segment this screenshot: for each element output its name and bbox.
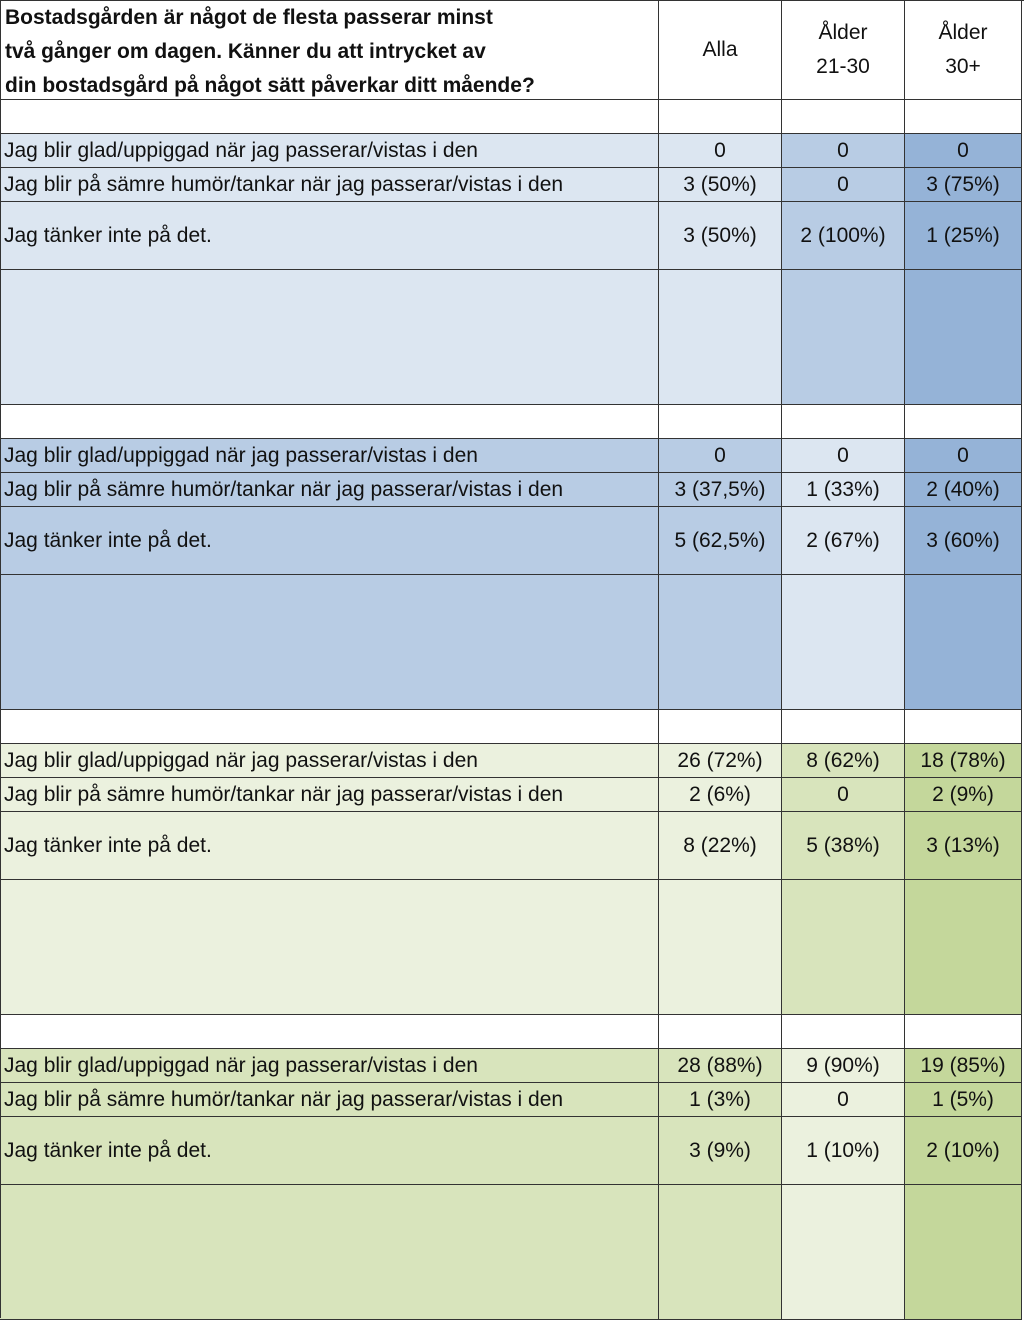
value-cell (905, 1049, 1022, 1083)
value-text: 2 (10%) (926, 1139, 1000, 1162)
row-label: Jag blir på sämre humör/tankar när jag passerar/vistas i den (4, 783, 564, 806)
value-text: 0 (837, 1088, 849, 1111)
value-cell (782, 202, 905, 270)
row-label-cell (0, 1117, 659, 1185)
value-cell (659, 778, 782, 812)
value-cell (905, 439, 1022, 473)
value-cell (905, 507, 1022, 575)
spacer-cell (0, 710, 659, 744)
value-text: 0 (837, 444, 849, 467)
value-text: 3 (60%) (926, 529, 1000, 552)
empty-cell (0, 575, 659, 710)
value-cell (659, 473, 782, 507)
column-header-line: Alla (702, 37, 738, 61)
value-text: 2 (67%) (806, 529, 880, 552)
empty-cell (0, 1185, 659, 1320)
value-text: 3 (9%) (689, 1139, 751, 1162)
row-label: Jag blir på sämre humör/tankar när jag passerar/vistas i den (4, 173, 564, 196)
spacer-cell (782, 1015, 905, 1049)
value-text: 1 (33%) (806, 478, 880, 501)
column-header-2 (782, 0, 905, 100)
value-cell (659, 1049, 782, 1083)
empty-cell (782, 575, 905, 710)
row-label: Jag blir glad/uppiggad när jag passerar/vistas i den (4, 1054, 478, 1077)
empty-cell (905, 880, 1022, 1015)
value-text: 0 (957, 139, 969, 162)
value-text: 2 (100%) (800, 224, 886, 247)
row-label-cell (0, 778, 659, 812)
row-label-cell (0, 744, 659, 778)
value-cell (905, 1117, 1022, 1185)
row-label: Jag blir glad/uppiggad när jag passerar/vistas i den (4, 749, 478, 772)
value-text: 1 (3%) (689, 1088, 751, 1111)
value-cell (905, 168, 1022, 202)
value-cell (905, 134, 1022, 168)
value-text: 1 (10%) (806, 1139, 880, 1162)
value-cell (782, 812, 905, 880)
row-label-cell (0, 1083, 659, 1117)
row-label-cell (0, 812, 659, 880)
spacer-cell (905, 100, 1022, 134)
spacer-cell (782, 710, 905, 744)
row-label-cell (0, 134, 659, 168)
spacer-cell (905, 1015, 1022, 1049)
value-cell (782, 507, 905, 575)
empty-cell (659, 575, 782, 710)
value-cell (659, 1117, 782, 1185)
value-text: 5 (38%) (806, 834, 880, 857)
row-label: Jag blir på sämre humör/tankar när jag passerar/vistas i den (4, 1088, 564, 1111)
row-label-cell (0, 1049, 659, 1083)
row-label-cell (0, 473, 659, 507)
spacer-cell (659, 100, 782, 134)
value-cell (659, 744, 782, 778)
empty-cell (782, 270, 905, 405)
column-header-1 (659, 0, 782, 100)
spacer-cell (659, 405, 782, 439)
empty-cell (659, 880, 782, 1015)
value-cell (782, 1083, 905, 1117)
value-text: 3 (50%) (683, 173, 757, 196)
value-text: 2 (6%) (689, 783, 751, 806)
spacer-cell (782, 100, 905, 134)
value-cell (659, 1083, 782, 1117)
empty-cell (0, 880, 659, 1015)
question-line: två gånger om dagen. Känner du att intrycket av (5, 40, 486, 63)
value-cell (782, 778, 905, 812)
value-text: 3 (50%) (683, 224, 757, 247)
empty-cell (659, 1185, 782, 1320)
column-header-line: 30+ (945, 54, 981, 78)
value-cell (782, 473, 905, 507)
row-label: Jag blir på sämre humör/tankar när jag passerar/vistas i den (4, 478, 564, 501)
row-label-cell (0, 202, 659, 270)
spacer-cell (782, 405, 905, 439)
value-cell (659, 202, 782, 270)
value-cell (659, 439, 782, 473)
spacer-cell (659, 1015, 782, 1049)
spacer-cell (659, 710, 782, 744)
value-cell (905, 812, 1022, 880)
value-cell (782, 744, 905, 778)
value-text: 3 (37,5%) (674, 478, 766, 501)
row-label: Jag tänker inte på det. (4, 834, 212, 857)
empty-cell (659, 270, 782, 405)
value-cell (905, 202, 1022, 270)
value-text: 28 (88%) (677, 1054, 763, 1077)
value-text: 5 (62,5%) (674, 529, 766, 552)
row-label-cell (0, 439, 659, 473)
value-cell (782, 1049, 905, 1083)
value-text: 0 (714, 139, 726, 162)
row-label: Jag tänker inte på det. (4, 1139, 212, 1162)
question-header-cell (0, 0, 659, 100)
row-label: Jag tänker inte på det. (4, 224, 212, 247)
spacer-cell (0, 1015, 659, 1049)
value-text: 19 (85%) (920, 1054, 1006, 1077)
value-cell (905, 473, 1022, 507)
column-header-line: Ålder (818, 20, 868, 44)
value-cell (782, 439, 905, 473)
row-label: Jag blir glad/uppiggad när jag passerar/vistas i den (4, 139, 478, 162)
column-header-line: 21-30 (816, 54, 870, 78)
value-text: 8 (22%) (683, 834, 757, 857)
empty-cell (782, 880, 905, 1015)
spacer-cell (0, 100, 659, 134)
value-text: 9 (90%) (806, 1054, 880, 1077)
value-text: 1 (25%) (926, 224, 1000, 247)
spacer-cell (905, 710, 1022, 744)
empty-cell (905, 270, 1022, 405)
value-text: 1 (5%) (932, 1088, 994, 1111)
value-cell (782, 134, 905, 168)
empty-cell (905, 575, 1022, 710)
value-cell (782, 1117, 905, 1185)
value-text: 3 (75%) (926, 173, 1000, 196)
row-label-cell (0, 168, 659, 202)
value-text: 3 (13%) (926, 834, 1000, 857)
value-cell (782, 168, 905, 202)
value-text: 0 (837, 783, 849, 806)
value-text: 18 (78%) (920, 749, 1006, 772)
column-header-3 (905, 0, 1022, 100)
value-cell (659, 812, 782, 880)
value-cell (905, 1083, 1022, 1117)
question-line: din bostadsgård på något sätt påverkar ditt mående? (5, 74, 535, 97)
value-cell (659, 168, 782, 202)
value-text: 0 (957, 444, 969, 467)
value-text: 0 (837, 173, 849, 196)
question-line: Bostadsgården är något de flesta passerar minst (5, 6, 493, 29)
empty-cell (905, 1185, 1022, 1320)
empty-cell (782, 1185, 905, 1320)
value-cell (905, 778, 1022, 812)
value-cell (905, 744, 1022, 778)
row-label: Jag tänker inte på det. (4, 529, 212, 552)
value-text: 26 (72%) (677, 749, 763, 772)
spacer-cell (0, 405, 659, 439)
row-label-cell (0, 507, 659, 575)
value-text: 2 (9%) (932, 783, 994, 806)
value-cell (659, 507, 782, 575)
value-text: 2 (40%) (926, 478, 1000, 501)
column-header-line: Ålder (938, 20, 988, 44)
value-text: 0 (714, 444, 726, 467)
value-cell (659, 134, 782, 168)
row-label: Jag blir glad/uppiggad när jag passerar/vistas i den (4, 444, 478, 467)
spacer-cell (905, 405, 1022, 439)
value-text: 8 (62%) (806, 749, 880, 772)
empty-cell (0, 270, 659, 405)
value-text: 0 (837, 139, 849, 162)
